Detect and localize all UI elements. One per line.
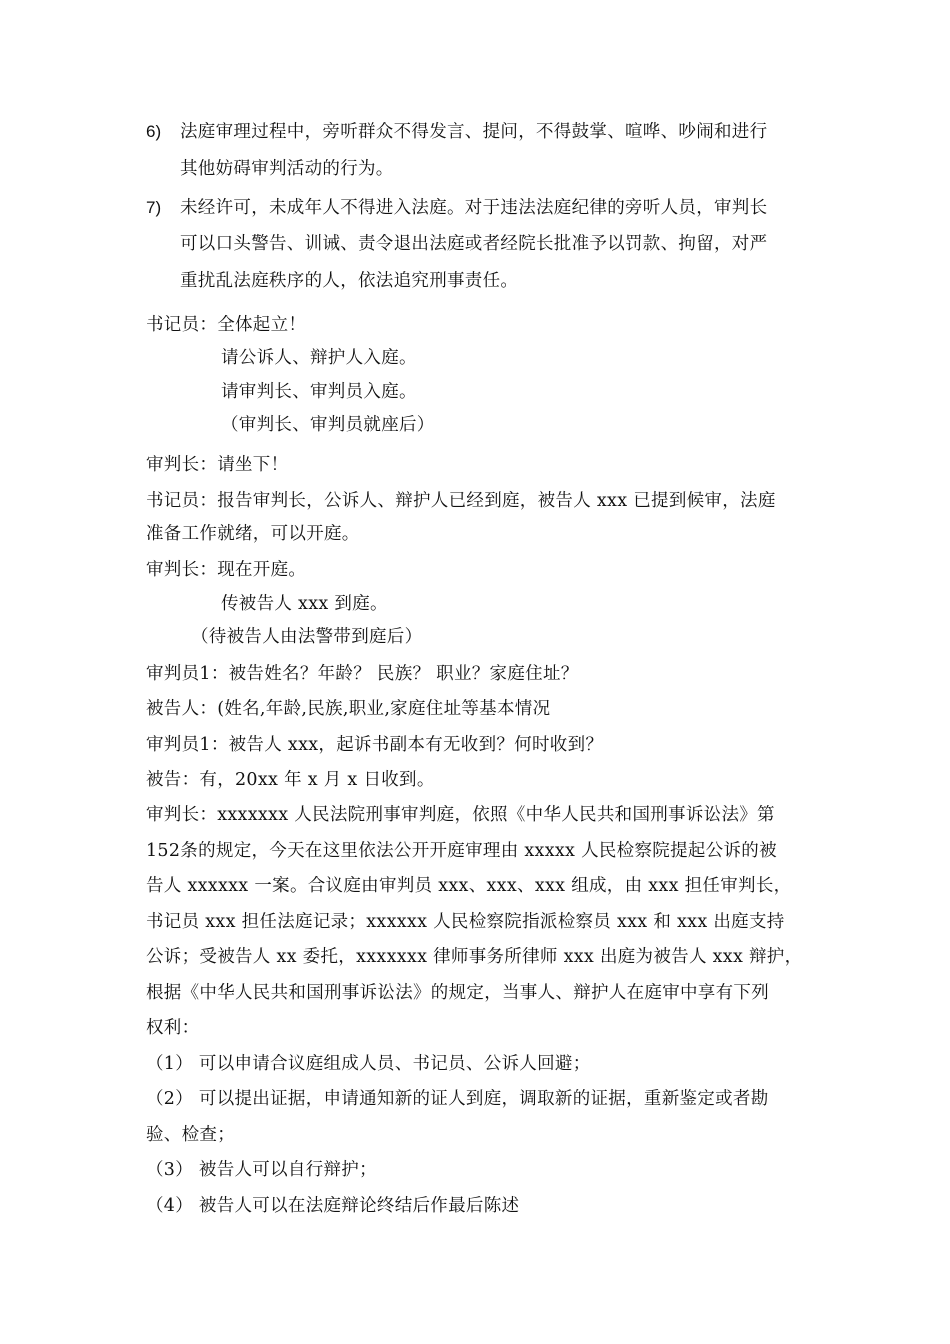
transcript-line: 审判长：请坐下！ <box>146 455 289 475</box>
rights-item-1: （1） 可以申请合议庭组成人员、书记员、公诉人回避； <box>146 1054 591 1074</box>
transcript-line: 审判员1：被告人 xxx，起诉书副本有无收到？何时收到？ <box>146 735 604 755</box>
rights-item-2-continued: 验、检查； <box>146 1125 235 1145</box>
list-item-6-line-1: 法庭审理过程中，旁听群众不得发言、提问，不得鼓掌、喧哗、吵闹和进行 <box>180 122 768 142</box>
transcript-line: 被告人：(姓名,年龄,民族,职业,家庭住址等基本情况 <box>146 699 551 719</box>
list-item-7-line-3: 重扰乱法庭秩序的人，依法追究刑事责任。 <box>180 271 519 291</box>
rights-item-3: （3） 被告人可以自行辩护； <box>146 1160 377 1180</box>
transcript-line: 书记员 xxx 担任法庭记录；xxxxxx 人民检察院指派检察员 xxx 和 xxx 出庭支持 <box>146 912 785 932</box>
transcript-line: 审判员1：被告姓名？年龄？ 民族？ 职业？家庭住址？ <box>146 664 579 684</box>
transcript-line: 公诉；受被告人 xx 委托，xxxxxxx 律师事务所律师 xxx 出庭为被告人 xxx 辩护， <box>146 947 803 967</box>
list-number-7: 7) <box>146 198 162 217</box>
transcript-line: 审判长：现在开庭。 <box>146 560 307 580</box>
transcript-line: 传被告人 xxx 到庭。 <box>221 594 388 614</box>
list-item-7-line-2: 可以口头警告、训诫、责令退出法庭或者经院长批准予以罚款、拘留，对严 <box>180 234 768 254</box>
rights-item-2: （2） 可以提出证据，申请通知新的证人到庭，调取新的证据，重新鉴定或者勘 <box>146 1089 769 1109</box>
list-item-6-line-2: 其他妨碍审判活动的行为。 <box>180 159 394 179</box>
rights-item-4: （4） 被告人可以在法庭辩论终结后作最后陈述 <box>146 1196 520 1216</box>
transcript-line: 准备工作就绪，可以开庭。 <box>146 524 360 544</box>
transcript-line: 书记员：全体起立！ <box>146 315 307 335</box>
transcript-line: 152条的规定，今天在这里依法公开开庭审理由 xxxxx 人民检察院提起公诉的被 <box>146 841 777 861</box>
transcript-line: 请公诉人、辩护人入庭。 <box>221 348 417 368</box>
transcript-line: （审判长、审判员就座后） <box>221 415 435 435</box>
transcript-line: 被告：有，20xx 年 x 月 x 日收到。 <box>146 770 435 790</box>
transcript-line: 审判长：xxxxxxx 人民法院刑事审判庭，依照《中华人民共和国刑事诉讼法》第 <box>146 805 775 825</box>
list-item-7-line-1: 未经许可，未成年人不得进入法庭。对于违法法庭纪律的旁听人员，审判长 <box>180 198 768 218</box>
transcript-line: （待被告人由法警带到庭后） <box>191 627 423 647</box>
transcript-line: 根据《中华人民共和国刑事诉讼法》的规定，当事人、辩护人在庭审中享有下列 <box>146 983 769 1003</box>
transcript-line: 请审判长、审判员入庭。 <box>221 382 417 402</box>
transcript-line: 告人 xxxxxx 一案。合议庭由审判员 xxx、xxx、xxx 组成，由 xxx 担任审判长， <box>146 876 792 896</box>
list-number-6: 6) <box>146 122 162 141</box>
transcript-line: 权利： <box>146 1018 200 1038</box>
transcript-line: 书记员：报告审判长，公诉人、辩护人已经到庭，被告人 xxx 已提到候审，法庭 <box>146 491 776 511</box>
